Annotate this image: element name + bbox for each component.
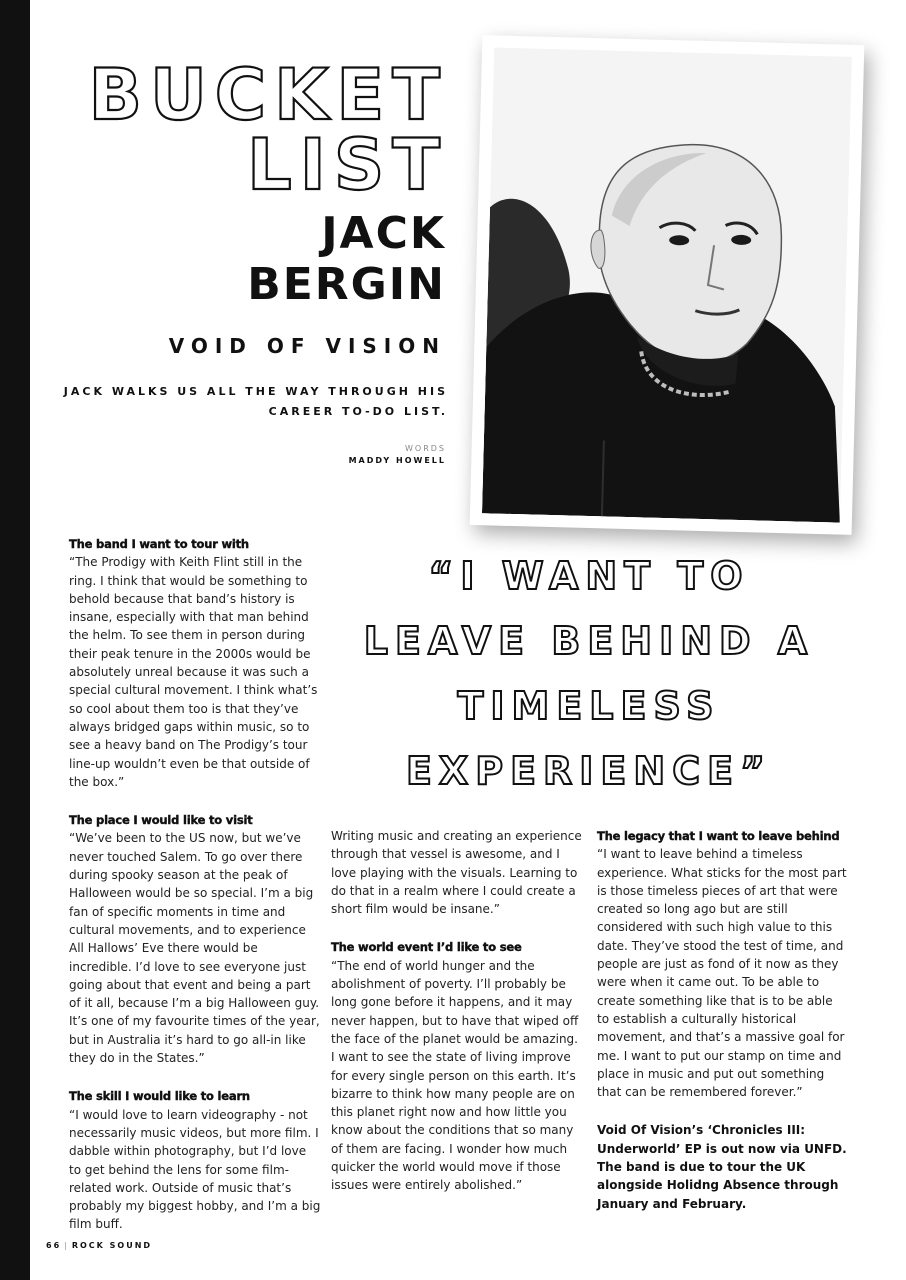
standfirst: JACK WALKS US ALL THE WAY THROUGH HIS CAREER TO-DO LIST. [63,385,448,418]
byline-author: MADDY HOWELL [348,456,446,465]
answer-skill-to-learn-continued: Writing music and creating an experience through that vessel is awesome, and I love playing with the visuals. Learning to do that in a realm where I could create a short film would be insane.” [331,829,582,917]
page-folio [46,1241,152,1250]
folio-separator: | [64,1241,69,1250]
answer-place-to-visit: “We’ve been to the US now, but we’ve never touched Salem. To go over there during spooky season at the peak of Halloween would be so special. I’m a big fan of specific moments in time and cultural movements, and to experience All Hallows’ Eve there would be incredible. I’d love to see everyone just going about that event and being a part of it all, because I’m a big Halloween guy. It’s one of my favourite times of the year, but in Australia it’s hard to go all-in like they do in the States.” [69,831,320,1066]
portrait-photo [482,47,852,522]
name-last: BERGIN [247,259,446,310]
heading-skill-to-learn: The skill I would like to learn [69,1089,250,1104]
title-list: LIST [247,124,448,206]
column-2 [331,827,583,1195]
heading-place-to-visit: The place I would like to visit [69,813,253,828]
heading-world-event: The world event I’d like to see [331,940,522,955]
release-note: Void Of Vision’s ‘Chronicles III: Underworld’ EP is out now via UNFD. The band is due to tour the UK alongside Holidng Absence through January and February. [597,1123,847,1211]
title-bucket: BUCKET [88,54,448,136]
answer-skill-to-learn: “I would love to learn videography - not necessarily music videos, but more film. I dabble within photography, but I’d love to get behind the lens for some film-related work. Outside of music that’s probably my biggest hobby, and I’m a big film buff. [69,1107,321,1232]
publication-name: ROCK SOUND [71,1241,153,1250]
heading-band-to-tour: The band I want to tour with [69,537,249,551]
portrait-illustration [482,47,852,522]
band-name: VOID OF VISION [168,334,446,358]
name-first: JACK [321,208,446,259]
byline-label: WORDS [404,444,446,453]
heading-legacy: The legacy that I want to leave behind [597,829,840,843]
answer-legacy: “I want to leave behind a timeless experience. What sticks for the most part is those timeless pieces of art that were created so long ago but are still considered with such high value to this date. They’ve stood the test of time, and people are just as fond of it now as they were when it came out. To be able to create something like that is to be able to establish a culturally historical movement, and that’s a massive goal for me. I want to put our stamp on time and place in music and put out something that can be remembered forever.” [597,847,847,1100]
portrait-photo-print [470,35,865,535]
page-number: 66 [46,1241,62,1250]
page-spine-bar [0,0,30,1280]
pull-quote: “I WANT TO LEAVE BEHIND A TIMELESS EXPERIENCE” [363,554,815,793]
column-3 [597,827,847,1213]
column-1 [69,535,321,1234]
answer-band-to-tour: “The Prodigy with Keith Flint still in the ring. I think that would be something to behold because that band’s history is insane, especially with that man behind the helm. To see them in person during their peak tenure in the 2000s would be absolutely unreal because it was such a special cultural movement. I think what’s so cool about them too is that they’ve always bridged gaps within music, so to see a heavy band on The Prodigy’s tour line-up wouldn’t even be that outside of the box.” [69,555,318,789]
answer-world-event: “The end of world hunger and the abolishment of poverty. I’ll probably be long gone before it happens, and it may never happen, but to have that wiped off the face of the planet would be amazing. I want to see the state of living improve for every single person on this earth. It’s bizarre to think how many people are on this planet right now and how little you know about the conditions that so many of them are facing. I wonder how much quicker the world would move if those issues were entirely abolished.” [331,958,579,1193]
